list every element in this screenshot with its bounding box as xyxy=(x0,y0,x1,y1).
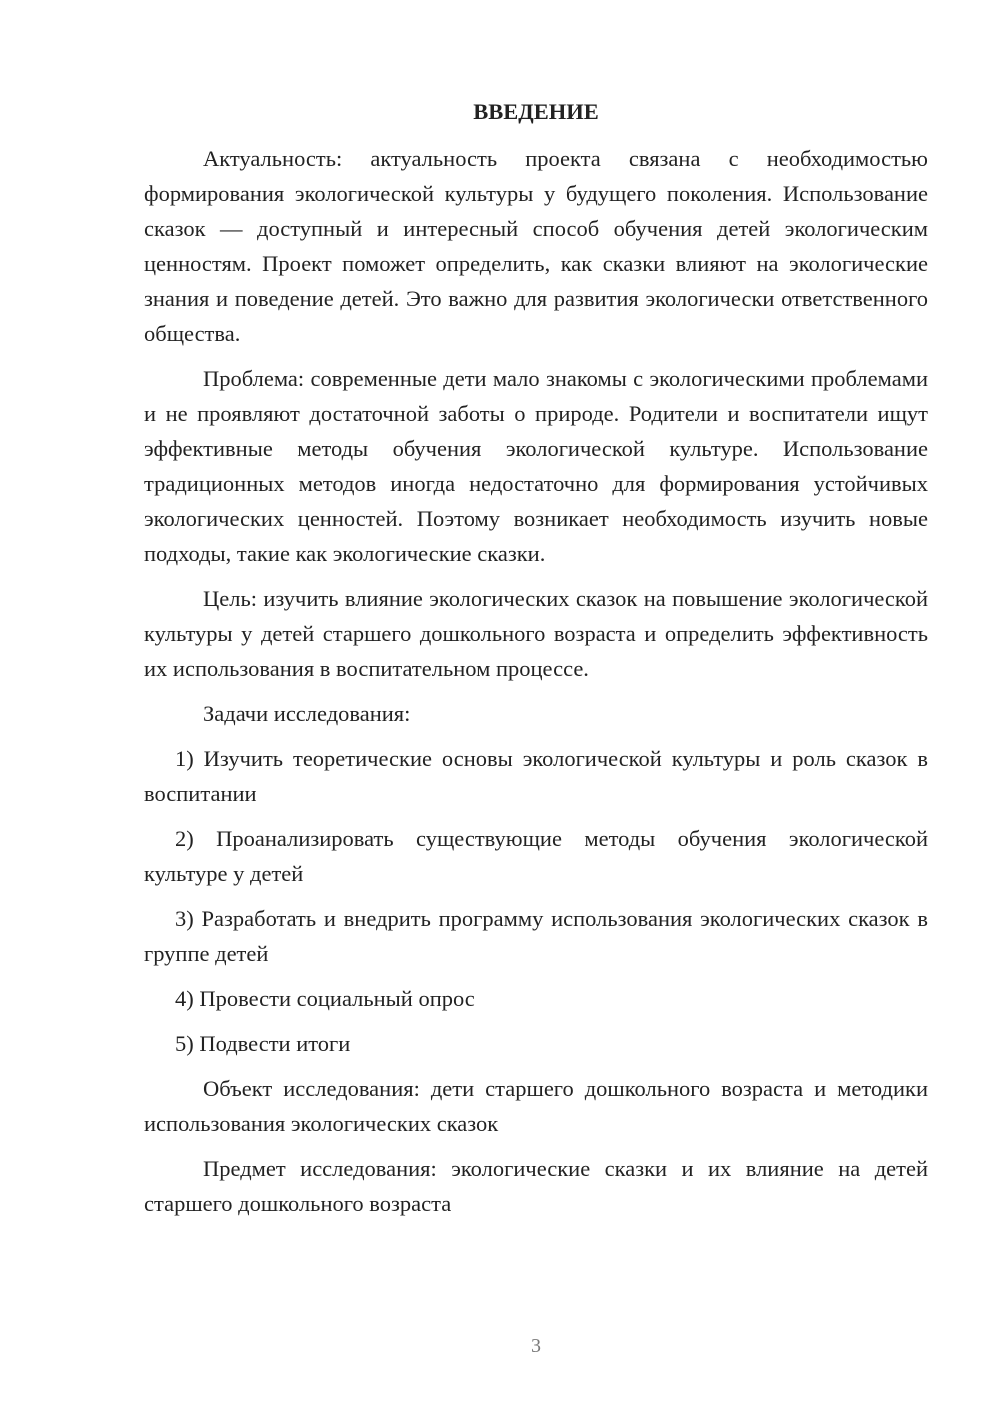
tasks-list xyxy=(144,741,928,1061)
list-item: 4) Провести социальный опрос xyxy=(175,986,475,1011)
paragraph-subject: Предмет исследования: экологические сказки и их влияние на детей старшего дошкольного возраста xyxy=(144,1156,928,1216)
page-number: 3 xyxy=(531,1335,541,1357)
list-item: 3) Разработать и внедрить программу использования экологических сказок в группе детей xyxy=(144,906,928,966)
list-item: 5) Подвести итоги xyxy=(175,1031,351,1056)
list-item: 2) Проанализировать существующие методы обучения экологической культуре у детей xyxy=(144,826,928,886)
paragraph-relevance: Актуальность: актуальность проекта связана с необходимостью формирования экологической культуры у будущего поколения. Использование сказок — доступный и интересный способ обучения детей экологическим ценностям. Проект поможет определить, как сказки влияют на экологические знания и поведение детей. Это важно для развития экологически ответственного общества. xyxy=(144,146,928,346)
document-body xyxy=(144,94,928,1231)
paragraph-problem: Проблема: современные дети мало знакомы с экологическими проблемами и не проявляют достаточной заботы о природе. Родители и воспитатели ищут эффективные методы обучения экологической культуре. Использование традиционных методов иногда недостаточно для формирования устойчивых экологических ценностей. Поэтому возникает необходимость изучить новые подходы, такие как экологические сказки. xyxy=(144,366,928,566)
tasks-heading: Задачи исследования: xyxy=(203,701,411,726)
paragraph-goal: Цель: изучить влияние экологических сказок на повышение экологической культуры у детей старшего дошкольного возраста и определить эффективность их использования в воспитательном процессе. xyxy=(144,586,928,681)
paragraph-object: Объект исследования: дети старшего дошкольного возраста и методики использования экологических сказок xyxy=(144,1076,928,1136)
page-title: ВВЕДЕНИЕ xyxy=(473,99,599,124)
list-item: 1) Изучить теоретические основы экологической культуры и роль сказок в воспитании xyxy=(144,746,928,806)
